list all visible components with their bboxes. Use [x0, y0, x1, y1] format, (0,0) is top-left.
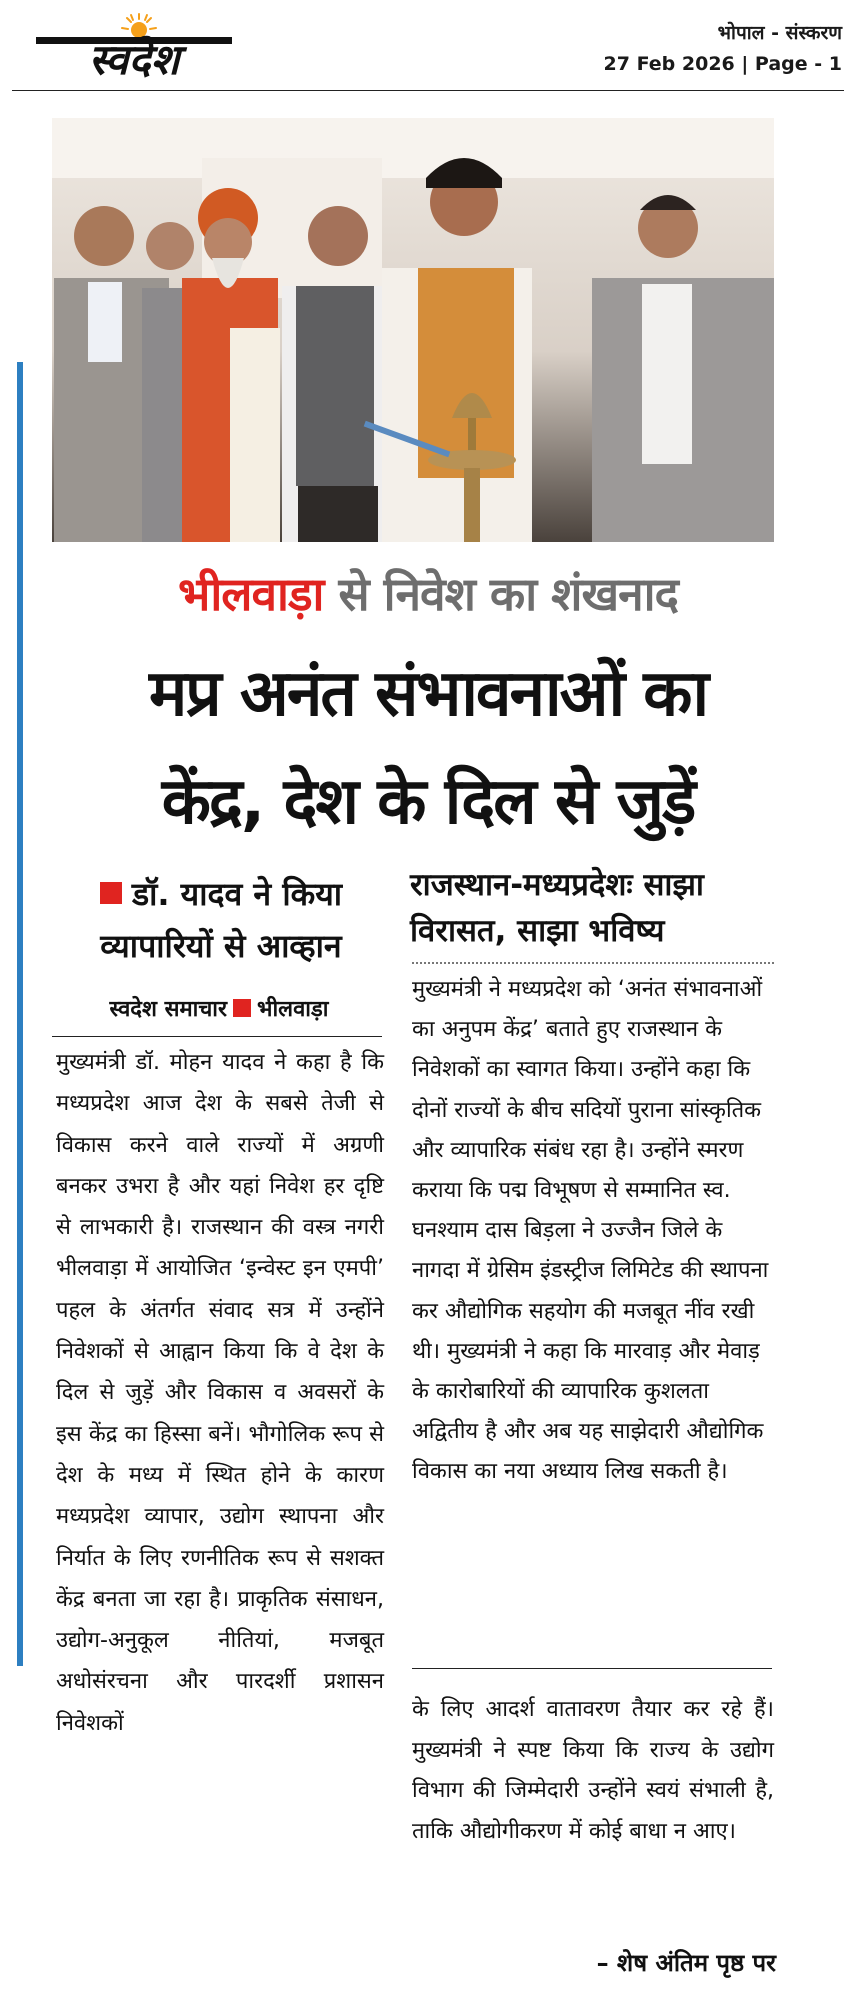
- headline-line-1: मप्र अनंत संभावनाओं का: [148, 657, 708, 731]
- byline: [50, 992, 388, 1028]
- byline-source: स्वदेश समाचार: [109, 997, 227, 1022]
- edition-name: भोपाल - संस्करण: [717, 22, 842, 44]
- continued-notice: – शेष अंतिम पृष्ठ पर: [596, 1949, 776, 1977]
- news-photo: [52, 118, 774, 542]
- red-bullet-icon: [100, 882, 122, 904]
- right-column-text: मुख्यमंत्री ने मध्यप्रदेश को ‘अनंत संभावनाओं का अनुपम केंद्र’ बताते हुए राजस्थान के निवेशकों का स्वागत किया। उन्होंने कहा कि दोनों राज्यों के बीच सदियों पुराना सांस्कृतिक और व्यापारिक संबंध रहा है। उन्होंने स्मरण कराया कि पद्म विभूषण से सम्मानित स्व. घनश्याम दास बिड़ला ने उज्जैन जिले के नागदा में ग्रेसिम इंडस्ट्रीज लिमिटेड की स्थापना कर औद्योगिक सहयोग की मजबूत नींव रखी थी। मुख्यमंत्री ने कहा कि मारवाड़ और मेवाड़ के कारोबारियों की व्यापारिक कुशलता अद्वितीय है और अब यह साझेदारी औद्योगिक विकास का नया अध्याय लिख सकती है।: [412, 977, 769, 1485]
- left-column-text: मुख्यमंत्री डॉ. मोहन यादव ने कहा है कि मध्यप्रदेश आज देश के सबसे तेजी से विकास करने वाले राज्यों में अग्रणी बनकर उभरा है और यहां निवेश हर दृष्टि से लाभकारी है। राजस्थान की वस्त्र नगरी भीलवाड़ा में आयोजित ‘इन्वेस्ट इन एमपी’ पहल के अंतर्गत संवाद सत्र में उन्होंने निवेशकों से आह्वान किया कि वे देश के दिल से जुड़ें और विकास व अवसरों के इस केंद्र का हिस्सा बनें। भौगोलिक रूप से देश के मध्य में स्थित होने के कारण मध्यप्रदेश व्यापार, उद्योग स्थापना और निर्यात के लिए रणनीतिक रूप से सशक्त केंद्र बनता जा रहा है। प्राकृतिक संसाधन, उद्योग-अनुकूल नीतियां, मजबूत अधोसंरचना और पारदर्शी प्रशासन निवेशकों: [56, 1050, 384, 1736]
- header-divider: [12, 90, 844, 91]
- edition-info: [604, 18, 842, 80]
- left-accent-bar: [17, 362, 23, 1666]
- right-column-continuation: [412, 1690, 774, 1852]
- kicker-text: से निवेश का शंखनाद: [338, 567, 678, 621]
- masthead: [0, 0, 856, 92]
- right-column-body: [412, 970, 774, 1493]
- right-column-text-2: के लिए आदर्श वातावरण तैयार कर रहे हैं। मुख्यमंत्री ने स्पष्ट किया कि राज्य के उद्योग विभाग की जिम्मेदारी उन्होंने स्वयं संभाली है, ताकि औद्योगीकरण में कोई बाधा न आए।: [412, 1697, 774, 1844]
- dotted-divider: [412, 962, 774, 964]
- headline-line-2: केंद्र, देश के दिल से जुड़ें: [161, 765, 695, 839]
- kicker: [0, 562, 856, 626]
- subheadline-left-text: डॉ. यादव ने किया व्यापारियों से आव्हान: [100, 875, 343, 965]
- subheadline-left: [56, 868, 386, 972]
- kicker-place: भीलवाड़ा: [178, 567, 324, 621]
- main-headline: [0, 640, 856, 856]
- byline-divider: [52, 1036, 382, 1037]
- subheadline-right: राजस्थान-मध्यप्रदेशः साझा विरासत, साझा भविष्य: [410, 867, 704, 949]
- right-column-divider: [412, 1668, 772, 1669]
- svg-text:स्वदेश: स्वदेश: [88, 35, 180, 82]
- byline-place: भीलवाड़ा: [257, 997, 329, 1022]
- swadesh-logo: [36, 8, 236, 82]
- red-bullet-icon: [233, 999, 251, 1017]
- date-page: 27 Feb 2026 | Page - 1: [603, 53, 842, 75]
- left-column-body: [56, 1042, 384, 1744]
